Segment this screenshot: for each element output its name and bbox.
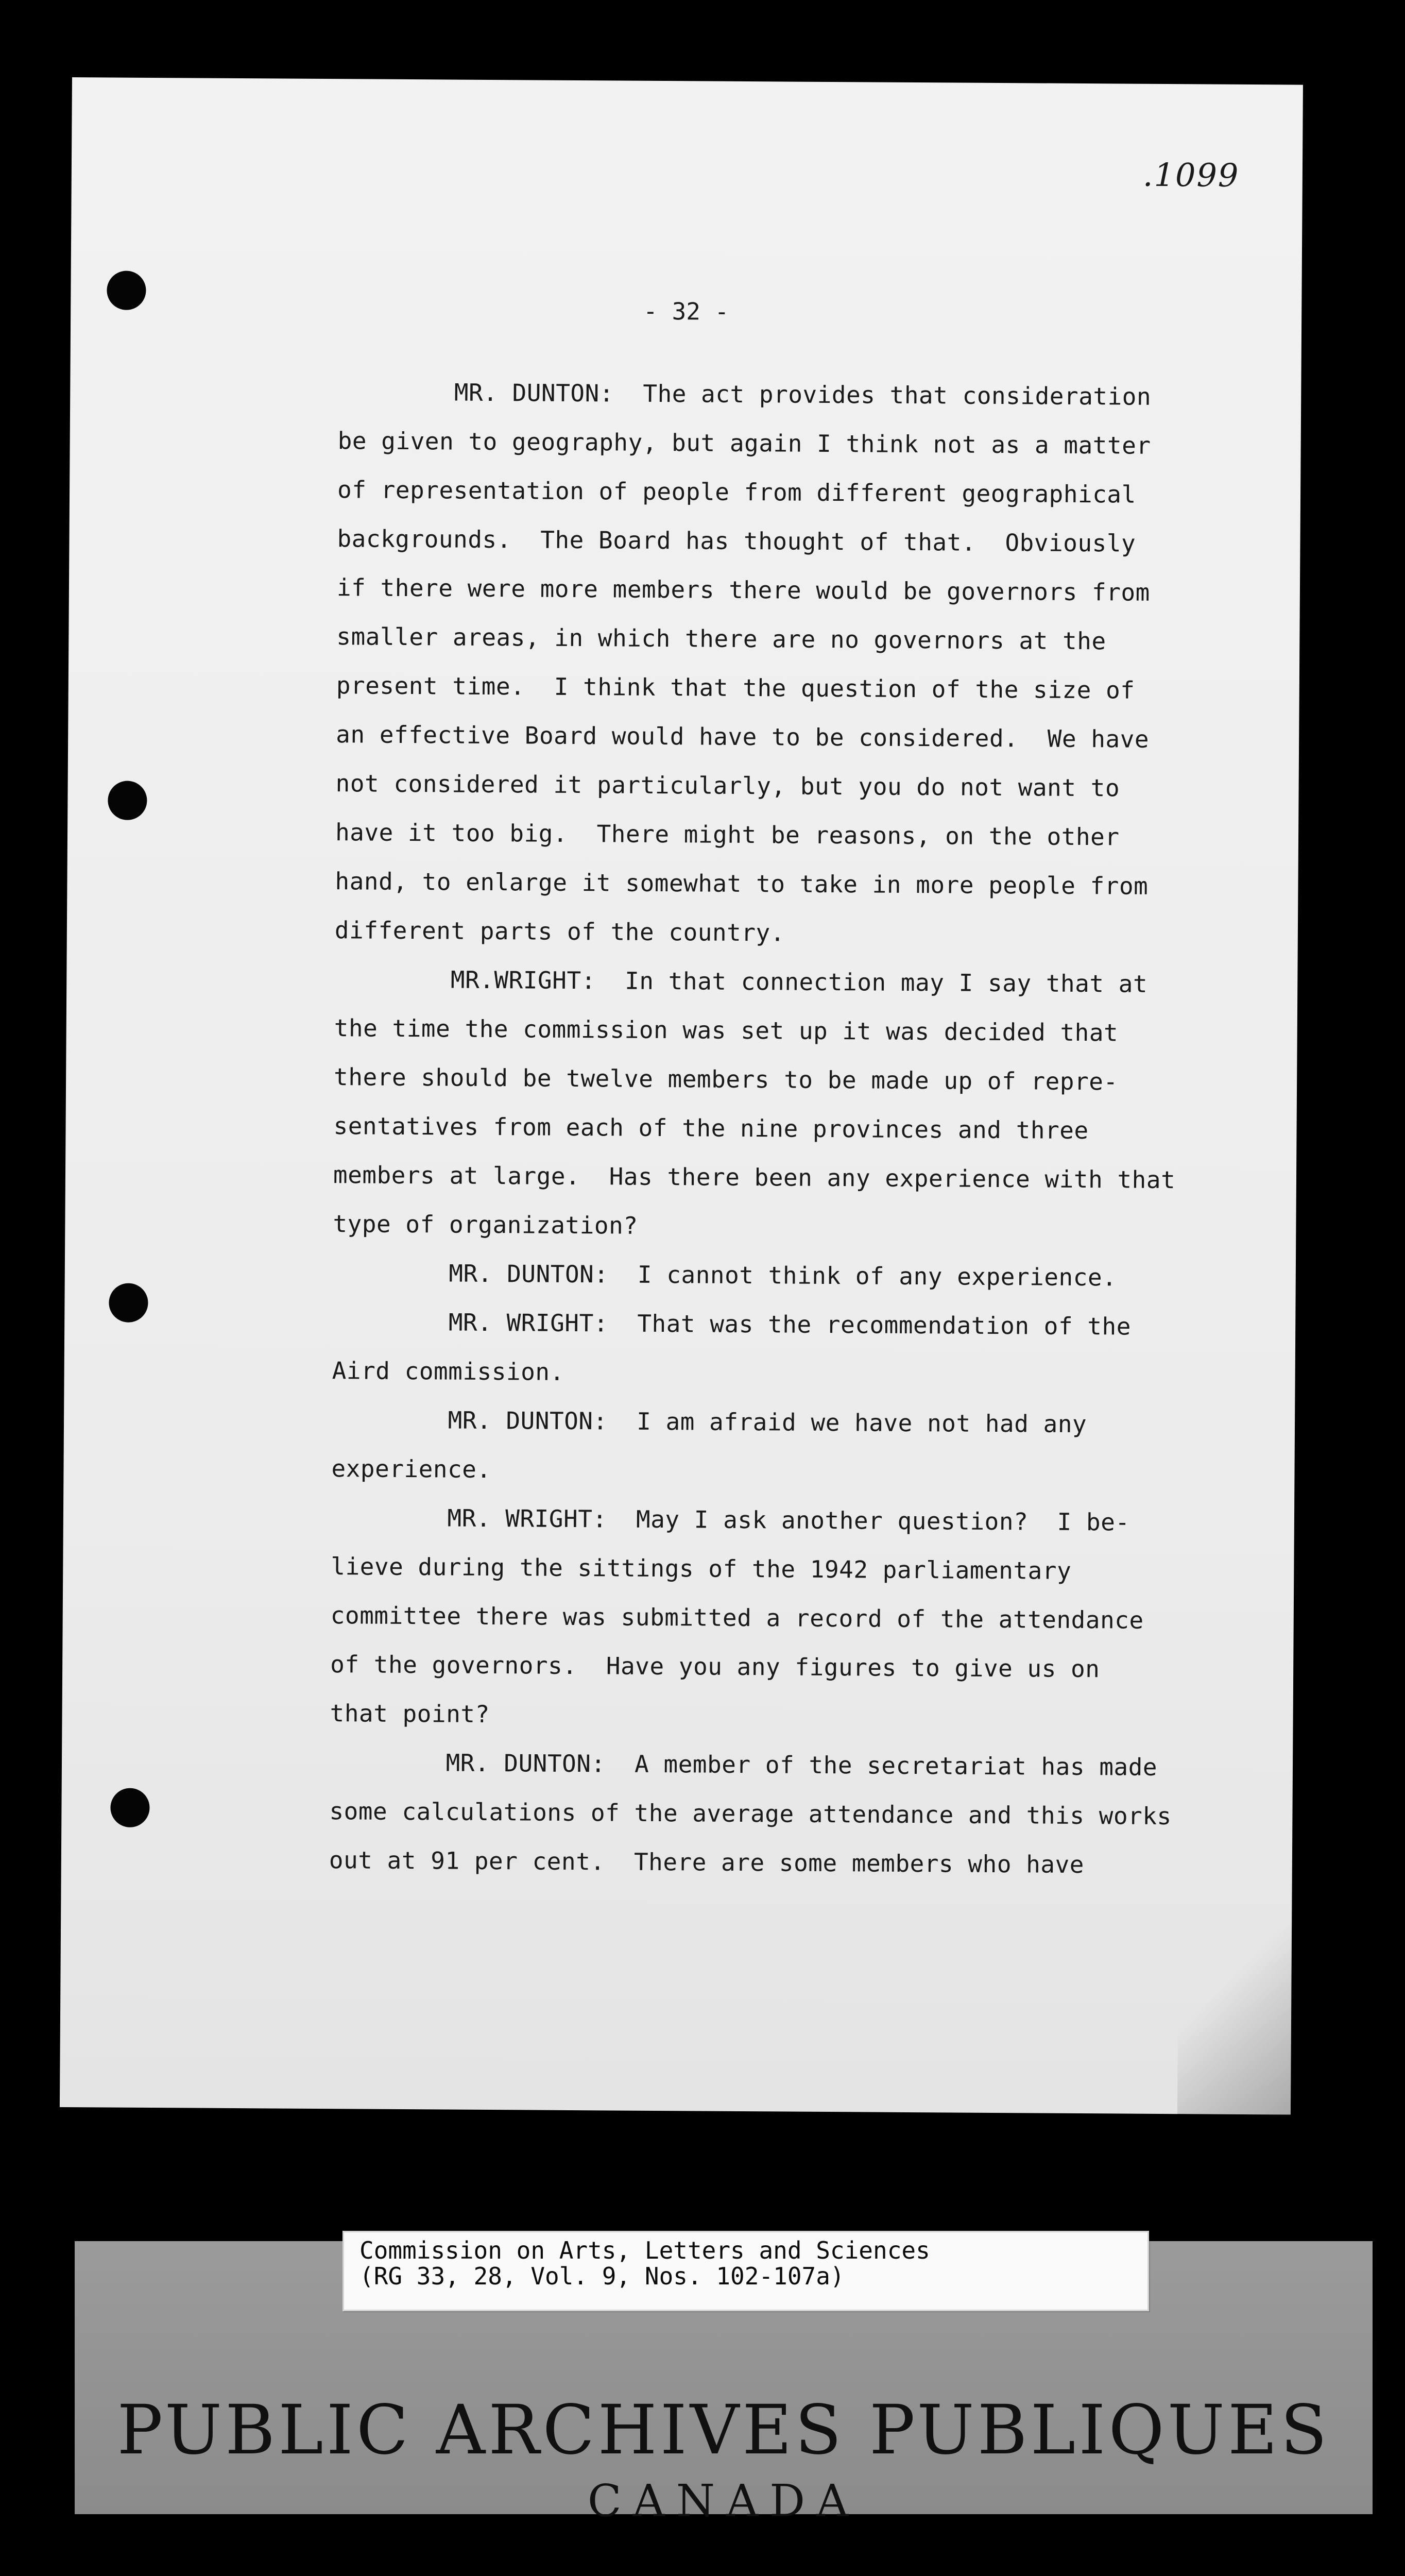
text-line: backgrounds. The Board has thought of that. Obviously xyxy=(337,524,1136,557)
text-line: Aird commission. xyxy=(332,1357,564,1386)
text-line: MR. DUNTON: A member of the secretariat has made xyxy=(329,1748,1158,1781)
text-line: the time the commission was set up it was decided that xyxy=(334,1014,1119,1047)
text-line: some calculations of the average attendance and this works xyxy=(329,1797,1172,1831)
text-line: sentatives from each of the nine provinces and three xyxy=(333,1112,1089,1145)
text-line: experience. xyxy=(331,1454,491,1484)
typed-body-text xyxy=(329,367,1265,1890)
text-line: MR.WRIGHT: In that connection may I say that at xyxy=(334,965,1148,998)
punch-hole-lower-middle xyxy=(109,1283,148,1322)
text-line: of representation of people from different geographical xyxy=(337,476,1136,509)
handwritten-folio-number: .1099 xyxy=(1142,156,1240,194)
collection-name: Commission on Arts, Letters and Sciences xyxy=(359,2236,930,2264)
text-line: different parts of the country. xyxy=(334,916,785,947)
text-line: lieve during the sittings of the 1942 parliamentary xyxy=(331,1552,1072,1585)
archive-title: PUBLIC ARCHIVES PUBLIQUES xyxy=(117,2391,1330,2470)
text-line: hand, to enlarge it somewhat to take in more people from xyxy=(335,867,1149,900)
text-line: not considered it particularly, but you do not want to xyxy=(335,769,1120,802)
text-line: that point? xyxy=(330,1699,490,1728)
text-line: be given to geography, but again I think not as a matter xyxy=(337,427,1151,460)
text-line: type of organization? xyxy=(333,1210,638,1240)
collection-sticker xyxy=(342,2231,1149,2311)
text-line: an effective Board would have to be considered. We have xyxy=(336,720,1150,753)
text-line: MR. DUNTON: I cannot think of any experience. xyxy=(332,1259,1117,1292)
archive-country: CANADA xyxy=(587,2476,860,2527)
archive-label-card xyxy=(75,2236,1373,2527)
text-line: MR. DUNTON: The act provides that consideration xyxy=(338,378,1152,411)
page-corner-shadow xyxy=(1177,1897,1292,2114)
punch-hole-upper-middle xyxy=(108,781,147,820)
text-line: committee there was submitted a record of the attendance xyxy=(330,1601,1144,1634)
page-number: - 32 - xyxy=(643,297,729,326)
text-line: MR. DUNTON: I am afraid we have not had any xyxy=(331,1405,1087,1438)
text-line: MR. WRIGHT: May I ask another question? I be- xyxy=(331,1503,1130,1536)
text-line: have it too big. There might be reasons, on the other xyxy=(335,818,1120,851)
text-line: present time. I think that the question of the size of xyxy=(336,671,1135,704)
typed-page xyxy=(60,77,1303,2115)
text-line: if there were more members there would be governors from xyxy=(336,573,1150,606)
punch-hole-bottom xyxy=(110,1788,149,1827)
text-line: MR. WRIGHT: That was the recommendation of the xyxy=(332,1308,1132,1341)
text-line: members at large. Has there been any experience with that xyxy=(333,1161,1176,1194)
text-line: smaller areas, in which there are no governors at the xyxy=(336,622,1106,655)
collection-reference: (RG 33, 28, Vol. 9, Nos. 102-107a) xyxy=(359,2262,845,2290)
text-line: there should be twelve members to be made up of repre- xyxy=(333,1063,1118,1096)
text-line: of the governors. Have you any figures to give us on xyxy=(330,1650,1100,1683)
text-line: out at 91 per cent. There are some members who have xyxy=(329,1846,1085,1879)
